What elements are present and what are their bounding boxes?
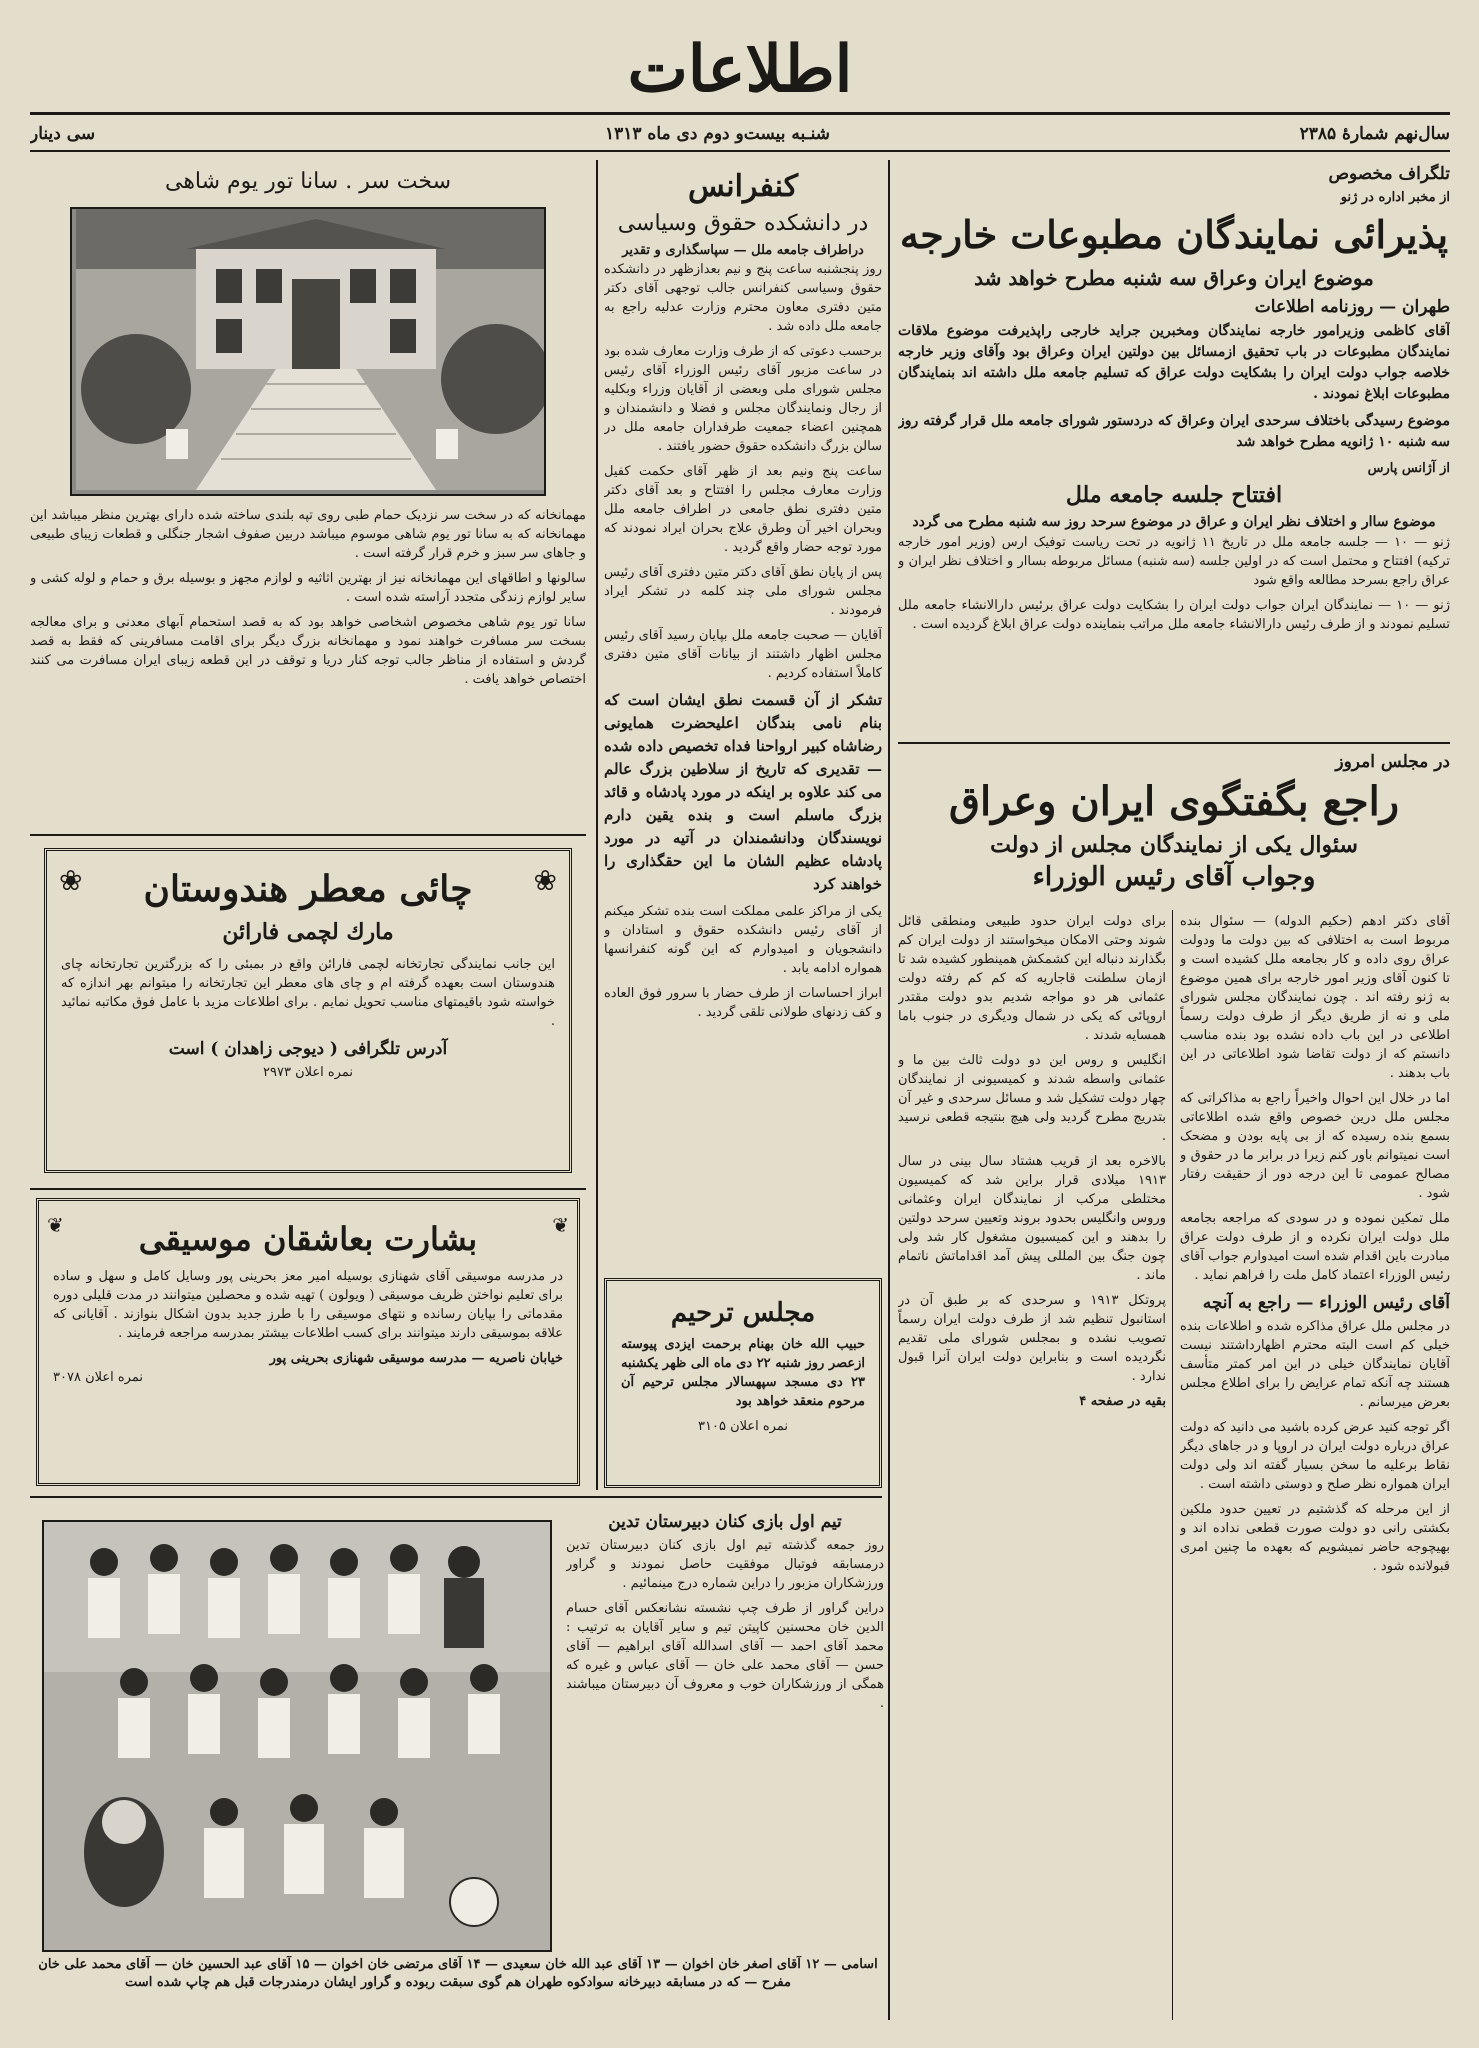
league-session-head: موضوع ساار و اختلاف نظر ایران و عراق در موضوع سرحد روز سه شنبه مطرح می گردد	[912, 514, 1436, 530]
football-story	[566, 1508, 884, 1948]
football-paragraph: روز جمعه گذشته تیم اول بازی کنان دبیرستان تدین درمسابقه فوتبال موفقیت حاصل نمودند و گراور ورزشکاران مزبور را دراین شماره درج مینمائیم .	[566, 1538, 884, 1591]
section-rule	[30, 834, 586, 836]
tea-text: این جانب نمایندگی تجارتخانه لچمی فارائن واقع در بمبئی را که بزرگترین تجارتخانه چای هندوستان است بعهده گرفته ام و چای های معطر این تجارتخانه را میتوانم بهر اندازه که خواسته شود باقیمتهای مناسب تحویل نمایم . برای اطلاعات مزید با عامل فوق مکاتبه نمائید .	[61, 957, 555, 1029]
section-rule	[30, 1496, 882, 1498]
section-rule	[30, 1188, 586, 1190]
column-divider	[596, 160, 598, 1490]
lead-from: از مخبر اداره در ژنو	[1340, 190, 1450, 205]
majlis-header	[898, 748, 1450, 908]
column-divider	[1172, 910, 1173, 2020]
football-team-photo	[42, 1520, 552, 1952]
dateline	[30, 124, 1450, 148]
music-note: نمره اعلان ۳۰۷۸	[53, 1370, 143, 1385]
issue-number: سال‌نهم شمارهٔ ۲۳۸۵	[1299, 124, 1450, 144]
music-advertisement	[36, 1198, 580, 1486]
issue-date: شنـبه بیست‌و دوم دی ماه ۱۳۱۳	[604, 124, 830, 144]
palace-story	[30, 165, 586, 825]
palace-title: سخت سر . سانا تور یوم شاهی	[164, 169, 452, 194]
flower-ornament-icon: ❀	[59, 867, 83, 895]
majlis-paragraph: بالاخره بعد از قریب هشتاد سال بینی در سال ۱۹۱۳ میلادی قرار براین شد که کمیسیون مختلطی مرکب از نمایندگان ایران وعثمانی وروس وانگلیس بحدود بروند وتعیین سرحد دولتین را بدهند و این کمیسیون مشغول کار شد ولی چون جنگ بین المللی پیش آمد اقداماتش ناتمام ماند .	[898, 1154, 1166, 1283]
football-paragraph: دراین گراور از طرف چپ نشسته نشانعکس آقای حسام الدین خان محسنین کاپیتن تیم و سایر آقایان به ترتیب : محمد آقای احمد — آقای اسدالله آقای ابراهیم — آقای حسن — آقای محمد علی خان — آقای عباس و غیره که همگی از ورزشکاران خوب و معروف آن دبیرستان میباشند .	[566, 1601, 884, 1711]
majlis-column-right	[1180, 912, 1450, 2017]
palace-paragraph: سانا تور یوم شاهی مخصوص اشخاصی خواهد بود که به قصد استحمام آبهای معدنی و برای معالجه بسخت سر مسافرت خواهند نمود و مهمانخانه بزرگ دیگر برای اقامت مسافرینی که فقط به قصد گردش و استفاده از مناظر جالب توجه کنار دریا و توقف در این قطعه زیبای ایران مسافرت می کنند اختصاص خواهد یافت .	[30, 615, 586, 687]
column-divider	[888, 160, 890, 2020]
team-illustration	[44, 1522, 550, 1950]
vine-ornament-icon: ❦	[47, 1213, 64, 1237]
majlis-paragraph: آقای دکتر ادهم (حکیم الدوله) — سئوال بنده مربوط است به اختلافی که بین دولت ما ودولت عراق روی داده و کار بجامعه ملل کشیده است و تا کنون آقای وزیر امور خارجه برای همین موضوع به ژنو رفته اند . چون نمایندگان مجلس شورای ملی و نه از طریق دیگر از طرف دولت رسماً اطلاعی در این باب داده نشده بود بنده مناسب دانستم که از دولت تقاضا شود اطلاعاتی در این باب بدهند .	[1180, 914, 1450, 1081]
conference-paragraph: آقایان — صحبت جامعه ملل بپایان رسید آقای رئیس مجلس اظهار داشتند از بیانات آقای متین دفتری کاملاً استفاده کردیم .	[604, 628, 882, 681]
majlis-paragraph: انگلیس و روس این دو دولت ثالث بین ما و عثمانی واسطه شدند و کمیسیونی از نمایندگان چهار دولت تشکیل شد و مسائل سرحدی و غیر آن بتدریج مطرح گردید ولی هیچ بنتیجه قطعی نرسید .	[898, 1053, 1166, 1144]
palace-illustration	[76, 209, 544, 490]
tea-title: چائی معطر هندوستان	[143, 868, 473, 910]
football-caption-box	[30, 1956, 886, 2020]
conference-paragraph: ساعت پنج ونیم بعد از ظهر آقای حکمت کفیل وزارت معارف مجلس را افتتاح و بعد آقای دکتر متین دفتری نطق جامعی در اطراف جامعه ملل وبحران اخیر آن وطرق علاج بحران ایراد نمودند که مورد توجه حضار واقع گردید .	[604, 464, 882, 555]
memorial-note: نمره اعلان ۳۱۰۵	[698, 1419, 788, 1434]
football-title: تیم اول بازی کنان دبیرستان تدین	[608, 1512, 842, 1532]
conference-highlight: تشکر از آن قسمت نطق ایشان است که بنام نامی بندگان اعلیحضرت همایونی رضاشاه کبیر ارواحنا فداه تخصیص داده شده — تقدیری که تاریخ از سلاطین بزرگ عالم می کند علاوه بر اینکه در مورد پادشاه و قائد بزرگ ماسلم است و بنده یقین دارم نویسندگان ودانشمندان در آتیه در مورد پادشاه عظیم الشان ما این حقگذاری را خواهند کرد	[604, 691, 882, 893]
palace-paragraph: مهمانخانه که در سخت سر نزدیک حمام طبی روی تپه بلندی ساخته شده دارای بهترین منظر میباشد این مهمانخانه که به سانا تور یوم شاهی موسوم میباشد دربین صفوف اشجار جنگلی و قطعات زیبای طبیعی و جاهای سر سبز و خرم قرار گرفته است .	[30, 508, 586, 561]
conference-paragraph: برحسب دعوتی که از طرف وزارت معارف شده بود در ساعت مزبور آقای رئیس الوزراء آقای رئیس مجلس شورای ملی وبعضی از آقایان وزراء وبکلیه از رجال ونمایندگان مجلس و فضلا و دانشمندان و همچنین اعضاء جمعیت طرفداران جامعه ملل در سالن بزرگ دانشکده حقوق حضور یافتند .	[604, 344, 882, 454]
lead-paragraph: آقای کاظمی وزیرامور خارجه نمایندگان ومخبرین جراید خارجی راپذیرفت موضوع ملاقات نمایندگان مطبوعات در باب تحقیق ازمسائل بین دولتین ایران وعراق بود وآقای وزیر خارجه خلاصه جواب دولت ایران را بشکایت دولت عراق که تسلیم جامعه ملل داشته اند بنمایندگان مطبوعات ابلاغ نمودند .	[898, 323, 1450, 402]
majlis-paragraph: در مجلس ملل عراق مذاکره شده و اطلاعات بنده خیلی کم است البته محترم اظهارداشتند نیست آقایان نمایندگان خیلی در این امر کمتر متأسف هستند چه آنکه تمام عرایض را برای اطلاع مجلس بعرض میرسانم .	[1180, 1319, 1450, 1410]
league-session-paragraph: ژنو — ۱۰ — نمایندگان ایران جواب دولت ایران را بشکایت دولت عراق برئیس دارالانشاء جامعه ملل تسلیم نمودند و از طرف رئیس دارالانشاء جامعه ملل مراتب بنماینده دولت عراق ابلاغ گردیده است .	[898, 598, 1450, 632]
conference-subtitle: در دانشکده حقوق وسیاسی	[617, 211, 869, 236]
conference-paragraph: ابراز احساسات از طرف حضار با سرور فوق العاده و کف زدنهای طولانی تلقی گردید .	[604, 986, 882, 1020]
conference-paragraph: پس از پایان نطق آقای دکتر متین دفتری آقای رئیس مجلس شورای ملی چند کلمه در تشکر ایراد فرمودند .	[604, 565, 882, 618]
majlis-paragraph: ملل تمکین نموده و در سودی که مراجعه بجامعه ملل دولت ایران نکرده و از طرف دولت عراق مبادرت باین اقدام شده است امیدوارم جواب آقای رئیس الوزراء اعتماد کامل ملت را فراهم نماید .	[1180, 1211, 1450, 1283]
conference-line: دراطراف جامعه ملل — سپاسگذاری و تقدیر	[622, 243, 864, 258]
football-caption: اسامی — ۱۲ آقای اصغر خان اخوان — ۱۳ آقای عبد الله خان سعیدی — ۱۴ آقای مرتضی خان اخوان — ۱۵ آقای عبد الحسین خان — آقای محمد علی خان مفرح — که در مسابقه دبیرخانه سوادکوه طهران هم گوی سبقت ربوده و گراور ایشان درمندرجات قبل هم چاپ شده است	[38, 1957, 878, 1990]
music-address: خیابان ناصریه — مدرسه موسیقی شهنازی بحرینی پور	[269, 1351, 563, 1366]
league-session-paragraph: ژنو — ۱۰ — جلسه جامعه ملل در تاریخ ۱۱ ژانویه در تحت ریاست توفیک ارس (وزیر امور خارجه ترکیه) افتتاح و محتمل است که در اولین جلسه (سه شنبه) مسائل مربوطه بساار و اختلاف نظر ایران و عراق راجع بسرحد مطالعه واقع شود	[898, 535, 1450, 588]
palace-photo	[70, 207, 546, 496]
music-title: بشارت بعاشقان موسیقی	[138, 1220, 478, 1258]
majlis-pm-head: آقای رئیس الوزراء — راجع به آنچه	[1202, 1293, 1450, 1313]
section-rule	[898, 742, 1450, 744]
conference-paragraph: یکی از مراکز علمی مملکت است بنده تشکر میکنم از آقای رئیس دانشکده حقوق و استادان و دانشجویان و امیدوارم که این گونه کنفرانسها همواره ادامه یابد .	[604, 904, 882, 976]
lead-paragraph: موضوع رسیدگی باختلاف سرحدی ایران وعراق که دردستور شورای جامعه ملل قرار گرفته روز سه شنبه ۱۰ ژانویه مطرح خواهد شد	[898, 413, 1450, 450]
memorial-title: مجلس ترحیم	[670, 1298, 816, 1328]
conference-story	[604, 165, 882, 1355]
majlis-paragraph: پروتکل ۱۹۱۳ و سرحدی که بر طبق آن در استانبول تنظیم شد از طرف دولت ایران رسماً تصویب نشده و بمجلس شورای ملی تقدیم نگردیده است و بنابراین دولت ایران آنرا قبول ندارد .	[898, 1293, 1166, 1384]
music-text: در مدرسه موسیقی آقای شهنازی بوسیله امیر معز بحرینی پور وسایل کامل و سهل و ساده برای تعلیم نواختن ظریف موسیقی ( ویولون ) تهیه شده و محصلین میتوانند در مدت قلیلی دوره مقدماتی را بپایان رسانده و نتهای موسیقی را با طرز جدید بدون اشکال بنوازند . آقایانی که علاقه بموسیقی دارند میتوانند برای کسب اطلاعات بیشتر بمدرسه مراجعه فرمایند .	[53, 1269, 563, 1341]
majlis-headline: راجع بگفتگوی ایران وعراق	[948, 778, 1400, 825]
majlis-column-left	[898, 912, 1166, 2017]
majlis-paragraph: برای دولت ایران حدود طبیعی ومنطقی قائل شوند وحتی الامکان میخواستند از دولت ایران کم بگذارند دنباله این کشمکش همینطور کشیده شد تا ازمان سلطنت قاجاریه که کم کم رفته دولت عثمانی هر دو مواجه شدیم بدو دولت مقتدر اروپائی که یکی در شمال ودیگری در جنوب باما همسایه شدند .	[898, 914, 1166, 1043]
masthead-rule-bottom	[30, 150, 1450, 152]
conference-title: کنفرانس	[688, 169, 798, 204]
majlis-paragraph: از این مرحله که گذشتیم در تعیین حدود ملکین بکشتی رانی دو دولت صورت قطعی نداده اند و بهیچوجه حاضر نمیشویم که بعهده ما چنین امری قبولانده شود .	[1180, 1502, 1450, 1574]
lead-headline: پذیرائی نمایندگان مطبوعات خارجه	[899, 212, 1449, 257]
majlis-paragraph: اگر توجه کنید عرض کرده باشید می دانید که دولت عراق درباره دولت ایران در اروپا و در جاهای دیگر نقاط برعلیه ما سخن بسیار گفته اند ولی دولت ایران همواره نظر صلح و دوستی داشته است .	[1180, 1420, 1450, 1492]
lead-story	[898, 160, 1450, 740]
masthead-rule-top	[30, 112, 1450, 115]
vine-ornament-icon: ❦	[552, 1213, 569, 1237]
masthead-title: اطلاعات	[627, 32, 853, 107]
league-session-title: افتتاح جلسه جامعه ملل	[1065, 482, 1283, 508]
majlis-kicker: در مجلس امروز	[1335, 752, 1450, 772]
majlis-continued: بقیه در صفحه ۴	[1079, 1394, 1166, 1409]
palace-paragraph: سالونها و اطاقهای این مهمانخانه نیز از بهترین اثاثیه و لوازم مجهز و بوسیله برق و حمام و لوله کشی و سایر لوازم زندگی متجدد آراسته شده است .	[30, 571, 586, 605]
majlis-subhead-question: سئوال یکی از نمایندگان مجلس از دولت	[990, 832, 1358, 858]
memorial-text: حبیب الله خان بهنام برحمت ایزدی پیوسته ازعصر روز شنبه ۲۲ دی ماه الی ظهر یکشنبه ۲۳ دی مسجد سپهسالار مجلس ترحیم آن مرحوم منعقد خواهد بود	[621, 1337, 865, 1409]
lead-byline: طهران — روزنامه اطلاعات	[1254, 297, 1450, 317]
tea-address: آدرس تلگرافی ( دیوجی زاهدان ) است	[168, 1039, 448, 1059]
tea-note: نمره اعلان ۲۹۷۳	[263, 1065, 353, 1080]
majlis-subhead-answer: وجواب آقای رئیس الوزراء	[1032, 862, 1316, 892]
flower-ornament-icon: ❀	[533, 867, 557, 895]
lead-subhead: موضوع ایران وعراق سه شنبه مطرح خواهد شد	[974, 266, 1374, 290]
lead-agency: از آژانس پارس	[1367, 461, 1450, 476]
tea-brand: مارك لچمی فارائن	[222, 919, 394, 945]
majlis-paragraph: اما در خلال این احوال واخیراً راجع به مذاکراتی که مجلس ملل درین خصوص واقع شده اطلاعاتی بسمع بنده رسیده که از بی پایه بودن و مضحک است نمیتوانم باور کنم زیرا در برابر ما در حقوق و مصالح عمومی تا این درجه دور از حقیقت رفتار شود .	[1180, 1091, 1450, 1201]
lead-kicker: تلگراف مخصوص	[1328, 164, 1450, 184]
tea-advertisement	[44, 848, 572, 1173]
memorial-notice	[604, 1278, 882, 1488]
issue-price: سی دینار	[30, 124, 96, 144]
conference-paragraph: روز پنجشنبه ساعت پنج و نیم بعدازظهر در دانشکده حقوق وسیاسی کنفرانس جالب توجهی آقای دکتر متین دفتری معاون محترم وزارت عدلیه راجع به جامعه ملل داده شد .	[604, 262, 882, 334]
